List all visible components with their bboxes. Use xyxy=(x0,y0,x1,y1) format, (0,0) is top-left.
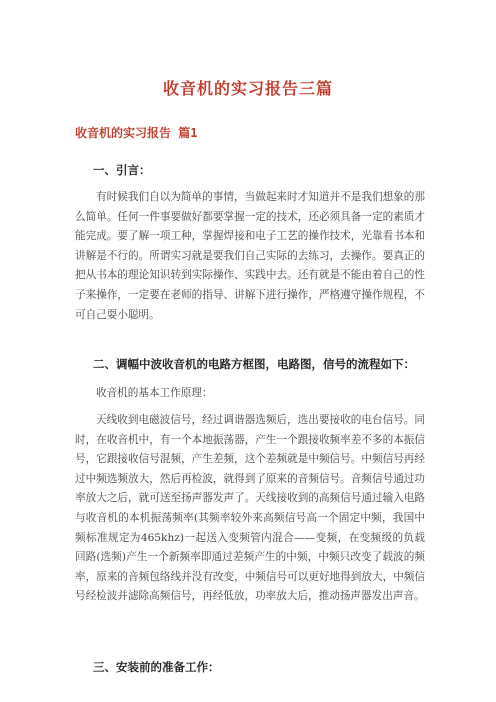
section-heading-preparation: 三、安装前的准备工作： xyxy=(93,660,220,674)
document-title: 收音机的实习报告三篇 xyxy=(162,79,333,98)
paragraph-principle-intro: 收音机的基本工作原理： xyxy=(96,387,213,399)
report-heading: 收音机的实习报告 篇1 xyxy=(75,126,198,140)
paragraph-principle: 天线收到电磁波信号，经过调谐器选频后，选出要接收的电台信号。同时，在收音机中，有一个本地振荡器，产生一个跟接收频率差不多的本振信号，它跟接收信号混频，产生差频，这个差频就是中频信号。中频信号再经过中频选频放大，然后再检波，就得到了原来的音频信号。音频信号通过功率放大之后，就可送至扬声器发声了。天线接收到的高频信号通过输入电路与收音机的本机振荡频率(其频率较外来高频信号高一个固定中频，我国中频标准规定为465khz)一起送入变频管内混合——变频，在变频级的负载回路(选频)产生一个新频率即通过差频产生的中频，中频只改变了载波的频率，原来的音频包络线并没有改变，中频信号可以更好地得到放大，中频信号经检波并滤除高频信号，再经低放，功率放大后，推动扬声器发出声音。 xyxy=(75,414,425,603)
section-heading-intro: 一、引言： xyxy=(93,163,151,177)
section-heading-circuit: 二、调幅中波收音机的电路方框图，电路图，信号的流程如下： xyxy=(93,357,415,371)
paragraph-intro: 有时候我们自以为简单的事情，当做起来时才知道并不是我们想象的那么简单。任何一件事要做好都要掌握一定的技术，还必须具备一定的素质才能完成。要了解一项工种，掌握焊接和电子工艺的操作技术，光靠看书本和讲解是不行的。所谓实习就是要我们自己实际的去练习，去操作。要真正的把从书本的理论知识转到实际操作、实践中去。还有就是不能由着自己的性子来操作，一定要在老师的指导、讲解下进行操作，严格遵守操作规程，不可自己耍小聪明。 xyxy=(75,191,425,321)
